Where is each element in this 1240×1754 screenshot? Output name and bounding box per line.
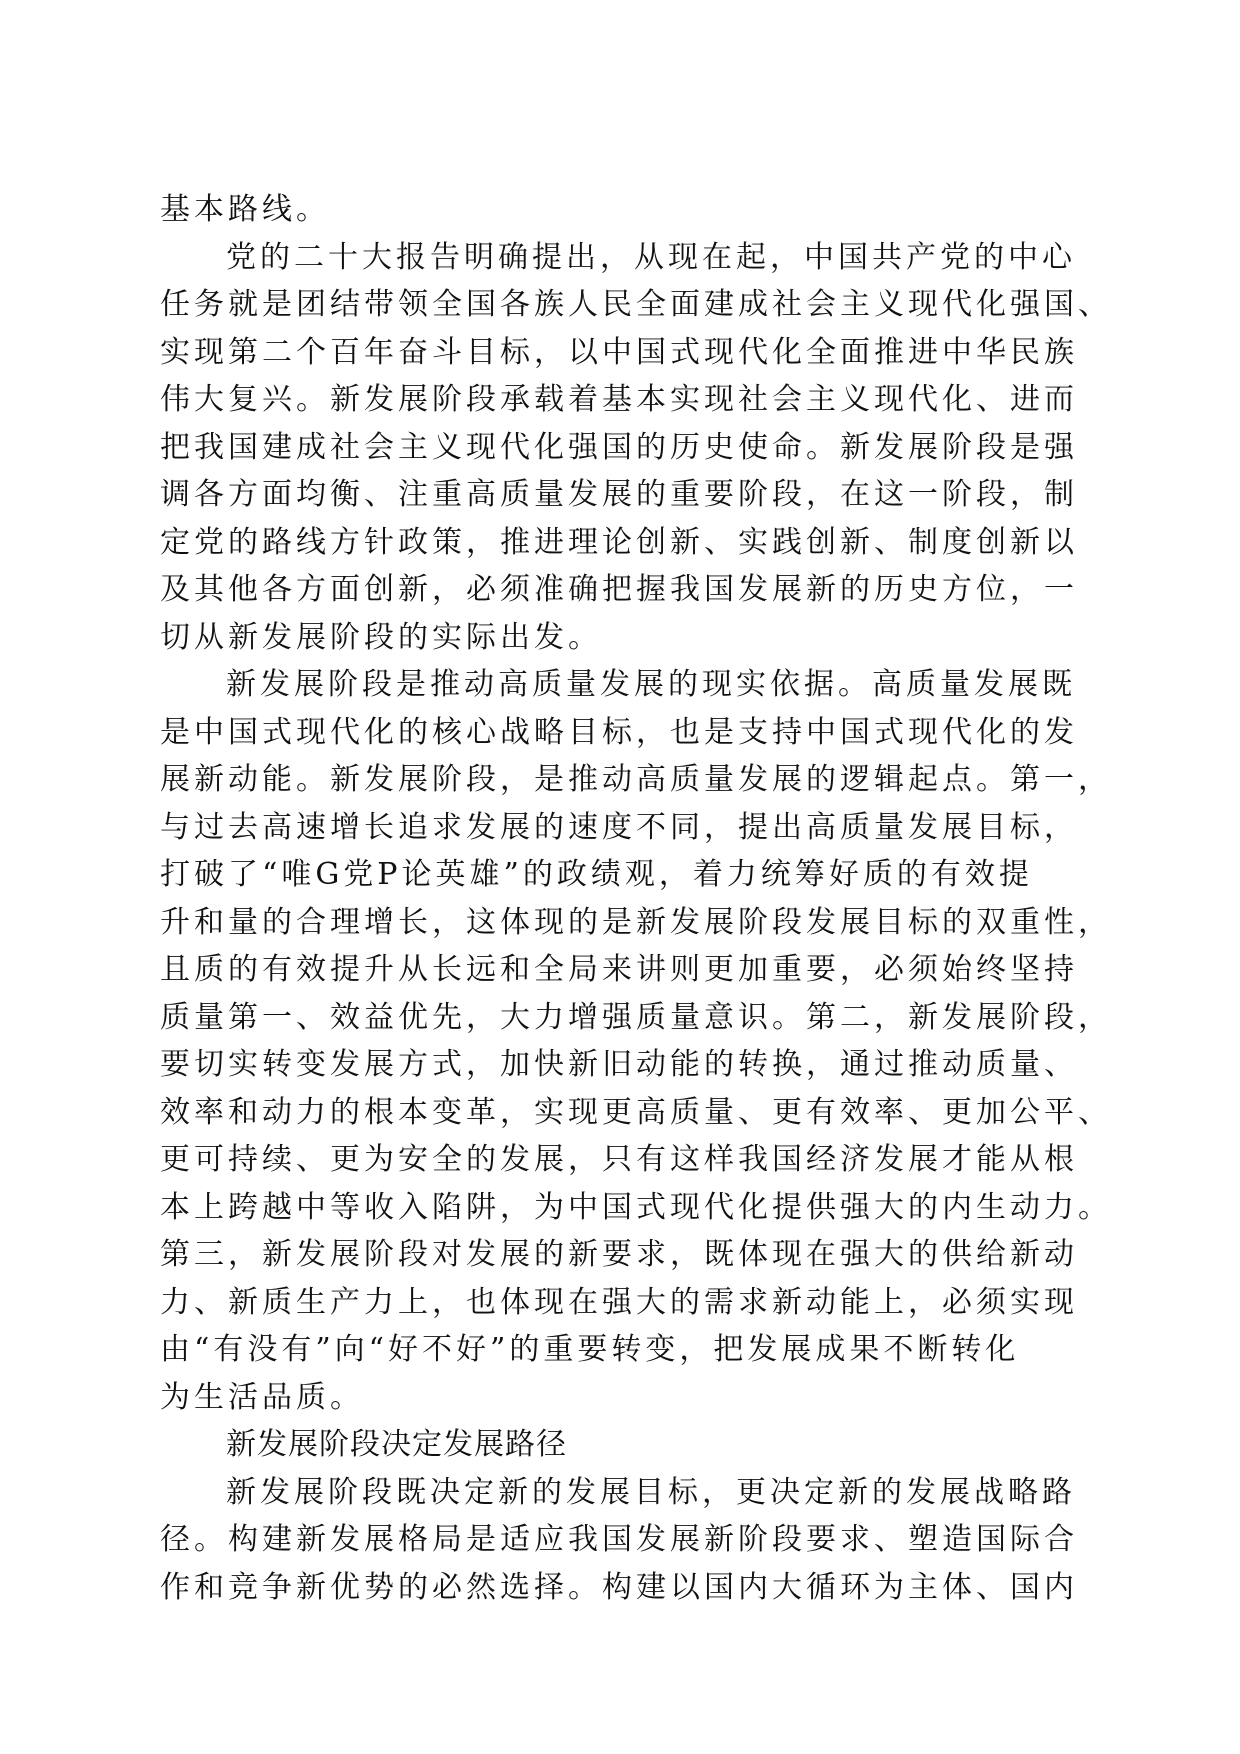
paragraph-line: 要切实转变发展方式，加快新旧动能的转换，通过推动质量、 — [160, 1047, 1078, 1082]
paragraph-line: 力、新质生产力上，也体现在强大的需求新动能上，必须实现 — [160, 1284, 1078, 1320]
paragraph-line: 质量第一、效益优先，大力增强质量意识。第二，新发展阶段， — [160, 999, 1112, 1035]
paragraph-line: 伟大复兴。新发展阶段承载着基本实现社会主义现代化、进而 — [160, 382, 1078, 417]
paragraph-line: 径。构建新发展格局是适应我国发展新阶段要求、塑造国际合 — [160, 1522, 1078, 1557]
paragraph-line: 把我国建成社会主义现代化强国的历史使命。新发展阶段是强 — [160, 429, 1078, 465]
paragraph-line: 党的二十大报告明确提出，从现在起，中国共产党的中心 — [226, 239, 1076, 275]
paragraph-line: 升和量的合理增长，这体现的是新发展阶段发展目标的双重性， — [160, 904, 1112, 940]
paragraph-line: 新发展阶段是推动高质量发展的现实依据。高质量发展既 — [226, 667, 1076, 702]
paragraph-line: 为生活品质。 — [160, 1379, 364, 1415]
paragraph-line: 定党的路线方针政策，推进理论创新、实践创新、制度创新以 — [160, 524, 1078, 560]
paragraph-line: 作和竞争新优势的必然选择。构建以国内大循环为主体、国内 — [160, 1569, 1078, 1605]
paragraph-line: 打破了“唯G党P论英雄”的政绩观，着力统筹好质的有效提 — [160, 857, 1033, 892]
paragraph-line: 且质的有效提升从长远和全局来讲则更加重要，必须始终坚持 — [160, 952, 1078, 987]
paragraph-line: 效率和动力的根本变革，实现更高质量、更有效率、更加公平、 — [160, 1094, 1112, 1130]
paragraph-line: 实现第二个百年奋斗目标，以中国式现代化全面推进中华民族 — [160, 334, 1078, 370]
paragraph-line: 第三，新发展阶段对发展的新要求，既体现在强大的供给新动 — [160, 1237, 1078, 1272]
paragraph-line: 及其他各方面创新，必须准确把握我国发展新的历史方位，一 — [160, 572, 1078, 607]
paragraph-line: 展新动能。新发展阶段，是推动高质量发展的逻辑起点。第一， — [160, 762, 1112, 797]
paragraph-line: 基本路线。 — [160, 192, 330, 227]
section-heading: 新发展阶段决定发展路径 — [226, 1427, 567, 1462]
paragraph-line: 是中国式现代化的核心战略目标，也是支持中国式现代化的发 — [160, 714, 1078, 750]
paragraph-line: 本上跨越中等收入陷阱，为中国式现代化提供强大的内生动力。 — [160, 1189, 1112, 1225]
paragraph-line: 调各方面均衡、注重高质量发展的重要阶段，在这一阶段，制 — [160, 477, 1078, 512]
paragraph-line: 由“有没有”向“好不好”的重要转变，把发展成果不断转化 — [160, 1332, 1020, 1367]
paragraph-line: 任务就是团结带领全国各族人民全面建成社会主义现代化强国、 — [160, 287, 1112, 322]
paragraph-line: 更可持续、更为安全的发展，只有这样我国经济发展才能从根 — [160, 1142, 1078, 1177]
paragraph-line: 新发展阶段既决定新的发展目标，更决定新的发展战略路 — [226, 1474, 1076, 1510]
paragraph-line: 切从新发展阶段的实际出发。 — [160, 619, 602, 655]
document-body — [160, 186, 1112, 1611]
paragraph-line: 与过去高速增长追求发展的速度不同，提出高质量发展目标， — [160, 809, 1078, 845]
